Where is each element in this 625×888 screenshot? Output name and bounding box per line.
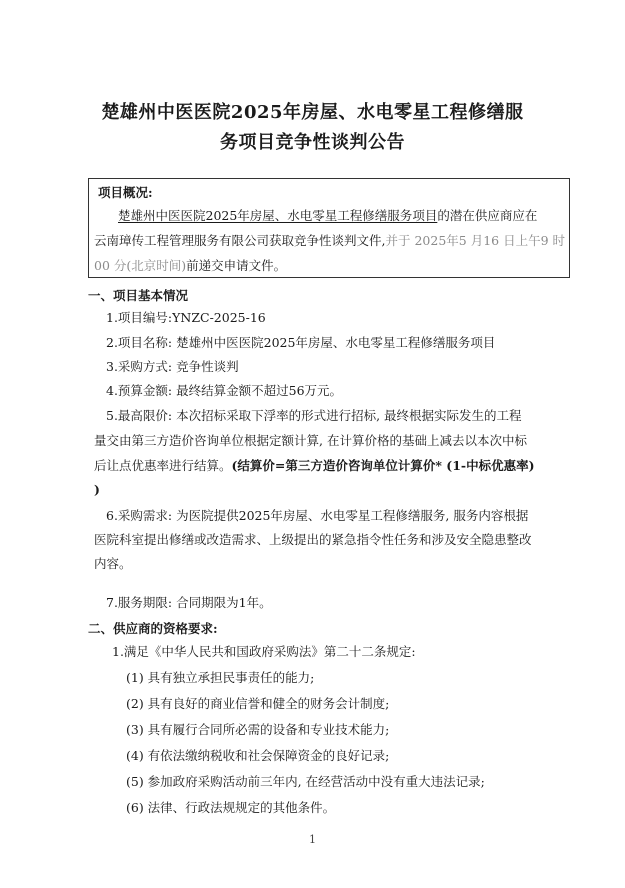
overview-paragraph-line-3 <box>94 257 286 275</box>
overview-paragraph-line-2 <box>94 232 565 250</box>
section-1-heading: 一、项目基本情况 <box>88 288 189 303</box>
qualification-sub-4: (4) 有依法缴纳税收和社会保障资金的良好记录; <box>126 748 390 763</box>
qualification-sub-3: (3) 具有履行合同所必需的设备和专业技术能力; <box>126 722 390 737</box>
project-name-underlined: 楚雄州中医医院2025年房屋、水电零星工程修缮服务项目 <box>118 208 438 223</box>
procurement-needs-line-2: 医院科室提出修缮或改造需求、上级提出的紧急指令性任务和涉及安全隐患整改 <box>94 532 532 547</box>
settlement-formula: (结算价=第三方造价咨询单位计算价* (1-中标优惠率) <box>231 458 535 473</box>
overview-p3-text: 前递交申请文件。 <box>186 258 287 273</box>
project-name: 2.项目名称: 楚雄州中医医院2025年房屋、水电零星工程修缮服务项目 <box>106 335 496 350</box>
price-limit-line-3a: 后让点优惠率进行结算。 <box>94 458 232 473</box>
overview-p2-text: 云南璋传工程管理服务有限公司获取竞争性谈判文件, <box>94 233 386 248</box>
overview-deadline-time: 00 分(北京时间) <box>94 258 187 273</box>
project-number: 1.项目编号:YNZC-2025-16 <box>106 310 266 325</box>
service-period: 7.服务期限: 合同期限为1年。 <box>106 595 272 610</box>
overview-heading: 项目概况: <box>98 185 153 200</box>
procurement-needs-line-1: 6.采购需求: 为医院提供2025年房屋、水电零星工程修缮服务, 服务内容根据 <box>106 508 529 523</box>
title-line-2: 务项目竞争性谈判公告 <box>220 132 405 153</box>
qualification-sub-6: (6) 法律、行政法规规定的其他条件。 <box>126 800 336 815</box>
price-limit-line-4: ) <box>94 482 100 497</box>
overview-deadline-date: 并于 2025年5 月16 日上午9 时 <box>385 233 566 248</box>
qualification-sub-2: (2) 具有良好的商业信誉和健全的财务会计制度; <box>126 696 390 711</box>
overview-paragraph-line-1 <box>118 207 537 225</box>
procurement-needs-line-3: 内容。 <box>94 556 132 571</box>
overview-p1-rest: 的潜在供应商应在 <box>437 208 538 223</box>
price-limit-line-1: 5.最高限价: 本次招标采取下浮率的形式进行招标, 最终根据实际发生的工程 <box>106 408 522 423</box>
qualification-sub-5: (5) 参加政府采购活动前三年内, 在经营活动中没有重大违法记录; <box>126 774 485 789</box>
price-limit-line-2: 量交由第三方造价咨询单位根据定额计算, 在计算价格的基础上减去以本次中标 <box>94 433 527 448</box>
qualification-sub-1: (1) 具有独立承担民事责任的能力; <box>126 670 315 685</box>
qualification-requirement-1: 1.满足《中华人民共和国政府采购法》第二十二条规定: <box>112 644 416 659</box>
announcement-title <box>70 98 555 158</box>
page-number: 1 <box>309 833 316 846</box>
procurement-method: 3.采购方式: 竞争性谈判 <box>106 359 239 374</box>
section-2-heading: 二、供应商的资格要求: <box>88 621 218 636</box>
budget-amount: 4.预算金额: 最终结算金额不超过56万元。 <box>106 383 343 398</box>
title-line-1: 楚雄州中医医院2025年房屋、水电零星工程修缮服 <box>101 102 524 123</box>
price-limit-line-3 <box>94 457 535 475</box>
